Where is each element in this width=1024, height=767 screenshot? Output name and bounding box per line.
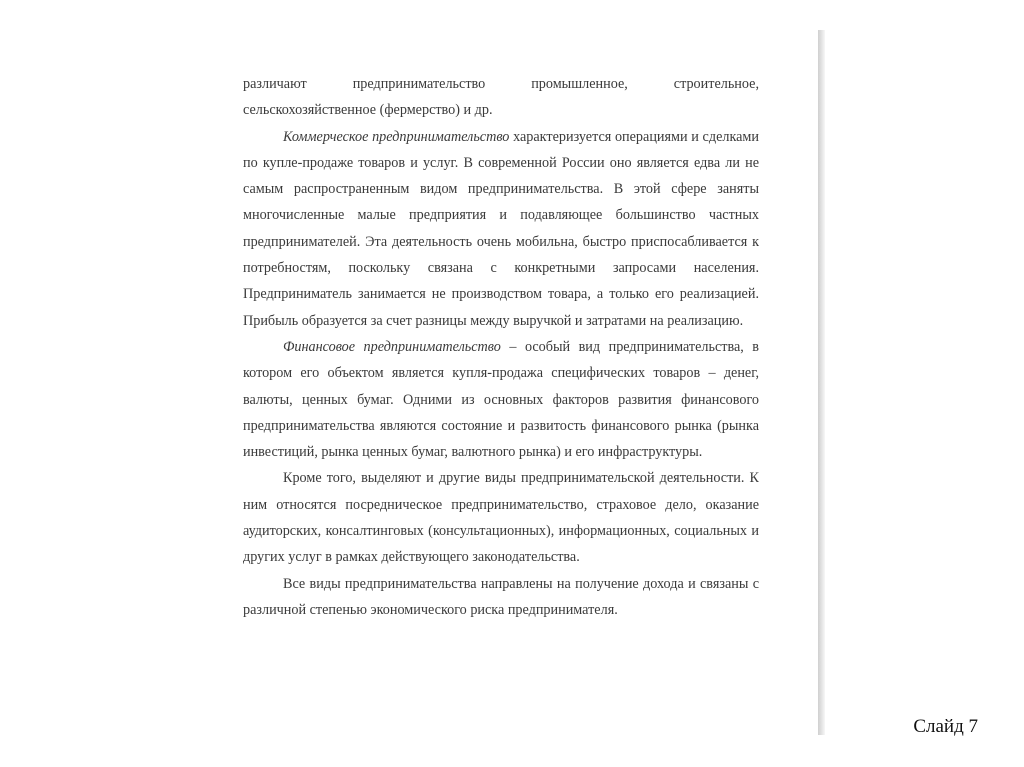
slide-number-label: Слайд 7	[913, 716, 978, 737]
paragraph-text: характеризуется операциями и сделками по купле-продаже товаров и услуг. В современной России оно является едва ли не самым распространенным видом предпринимательства. В этой сфере заняты многочисленные малые предприятия и подавляющее большинство частных предпринимателей. Эта деятельность очень мобильна, быстро приспосабливается к потребностям, поскольку связана с конкретными запросами населения. Предприниматель занимается не производством товара, а только его реализацией. Прибыль образуется за счет разницы между выручкой и затратами на реализацию.	[243, 128, 759, 329]
paragraph-text: – особый вид предпринимательства, в котором его объектом является купля-продажа специфических товаров – денег, валюты, ценных бумаг. Одними из основных факторов развития финансового предпринимательства являются состояние и развитость финансового рынка (рынка инвестиций, рынка ценных бумаг, валютного рынка) и его инфраструктуры.	[243, 338, 759, 461]
paragraph	[243, 334, 759, 465]
paragraph-lead-term: Коммерческое предпринимательство	[283, 128, 510, 145]
paragraph-text: Кроме того, выделяют и другие виды предпринимательской деятельности. К ним относятся посредническое предпринимательство, страховое дело, оказание аудиторских, консалтинговых (консультационных), информационных, социальных и других услуг в рамках действующего законодательства.	[243, 470, 759, 566]
paragraph	[243, 124, 759, 334]
document-text	[243, 71, 759, 623]
paragraph-text: Все виды предпринимательства направлены на получение дохода и связаны с различной степенью экономического риска предпринимателя.	[243, 575, 759, 618]
paragraph	[243, 571, 759, 624]
paragraph	[243, 71, 759, 124]
page-edge-shadow	[818, 30, 825, 735]
paragraph-text: различают предпринимательство промышленное, строительное, сельскохозяйственное (фермерство) и др.	[243, 76, 759, 119]
paragraph-lead-term: Финансовое предпринимательство	[283, 338, 501, 355]
paragraph	[243, 465, 759, 570]
